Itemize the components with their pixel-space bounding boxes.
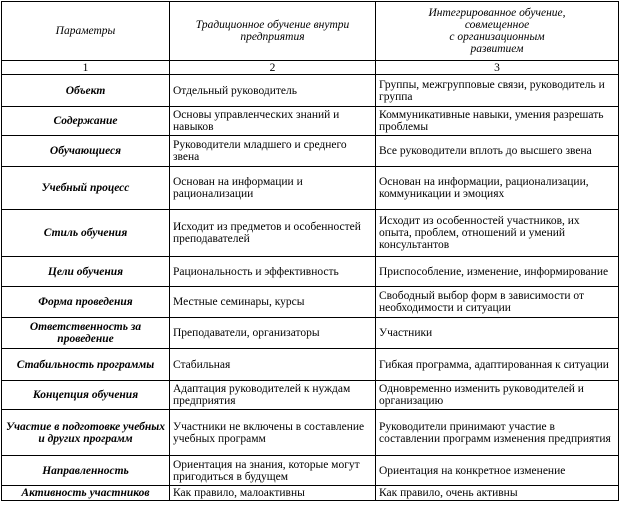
row-parameter: Активность участников (2, 486, 170, 501)
row-integrated: Свободный выбор форм в зависимости от необходимости и ситуации (376, 287, 619, 318)
row-integrated: Группы, межгрупповые связи, руководитель и группа (376, 75, 619, 107)
row-traditional: Как правило, малоактивны (170, 486, 376, 501)
row-integrated: Как правило, очень активны (376, 486, 619, 501)
row-parameter: Цели обучения (2, 257, 170, 287)
table-row (2, 75, 619, 107)
row-traditional: Адаптация руководителей к нуждам предприятия (170, 381, 376, 410)
row-traditional: Рациональность и эффективность (170, 257, 376, 287)
header-integrated (376, 2, 619, 61)
row-integrated: Основан на информации, рационализации, коммуникации и эмоциях (376, 167, 619, 210)
column-number-row (2, 61, 619, 75)
row-traditional: Местные семинары, курсы (170, 287, 376, 318)
table-row (2, 287, 619, 318)
table-row (2, 410, 619, 456)
header-integrated-line4: развитием (470, 43, 524, 55)
header-integrated-line2: совмещенное (464, 19, 530, 31)
row-parameter: Учебный процесс (2, 167, 170, 210)
table-row (2, 349, 619, 381)
table-row (2, 486, 619, 501)
row-parameter: Стабильность программы (2, 349, 170, 381)
header-row (2, 2, 619, 61)
row-integrated: Ориентация на конкретное изменение (376, 456, 619, 486)
header-integrated-line3: с организационным (449, 31, 545, 43)
row-traditional: Участники не включены в составление учебных программ (170, 410, 376, 456)
table-row (2, 456, 619, 486)
row-traditional: Преподаватели, организаторы (170, 318, 376, 349)
table-row (2, 210, 619, 257)
row-parameter: Участие в подготовке учебных и других программ (2, 410, 170, 456)
row-traditional: Исходит из предметов и особенностей преподавателей (170, 210, 376, 257)
row-traditional: Основы управленческих знаний и навыков (170, 107, 376, 136)
column-number-2: 2 (170, 61, 376, 75)
row-parameter: Форма проведения (2, 287, 170, 318)
row-parameter: Обучающиеся (2, 136, 170, 167)
row-traditional: Отдельный руководитель (170, 75, 376, 107)
table-row (2, 136, 619, 167)
row-integrated: Одновременно изменить руководителей и организацию (376, 381, 619, 410)
row-integrated: Исходит из особенностей участников, их опыта, проблем, отношений и умений консультантов (376, 210, 619, 257)
row-integrated: Участники (376, 318, 619, 349)
table-row (2, 381, 619, 410)
row-integrated: Все руководители вплоть до высшего звена (376, 136, 619, 167)
row-traditional: Стабильная (170, 349, 376, 381)
column-number-3: 3 (376, 61, 619, 75)
comparison-table (1, 1, 619, 501)
row-traditional: Основан на информации и рационализации (170, 167, 376, 210)
row-parameter: Концепция обучения (2, 381, 170, 410)
header-parameters: Параметры (2, 2, 170, 61)
row-parameter: Объект (2, 75, 170, 107)
table-row (2, 107, 619, 136)
row-parameter: Стиль обучения (2, 210, 170, 257)
row-parameter: Ответственность за проведение (2, 318, 170, 349)
row-parameter: Содержание (2, 107, 170, 136)
header-traditional: Традиционное обучение внутри предприятия (170, 2, 376, 61)
table-row (2, 167, 619, 210)
row-integrated: Руководители принимают участие в составлении программ изменения предприятия (376, 410, 619, 456)
row-integrated: Гибкая программа, адаптированная к ситуации (376, 349, 619, 381)
table-row (2, 257, 619, 287)
header-integrated-line1: Интегрированное обучение, (428, 7, 566, 19)
row-integrated: Коммуникативные навыки, умения разрешать проблемы (376, 107, 619, 136)
row-parameter: Направленность (2, 456, 170, 486)
row-traditional: Руководители младшего и среднего звена (170, 136, 376, 167)
column-number-1: 1 (2, 61, 170, 75)
row-traditional: Ориентация на знания, которые могут пригодиться в будущем (170, 456, 376, 486)
table-row (2, 318, 619, 349)
row-integrated: Приспособление, изменение, информирование (376, 257, 619, 287)
